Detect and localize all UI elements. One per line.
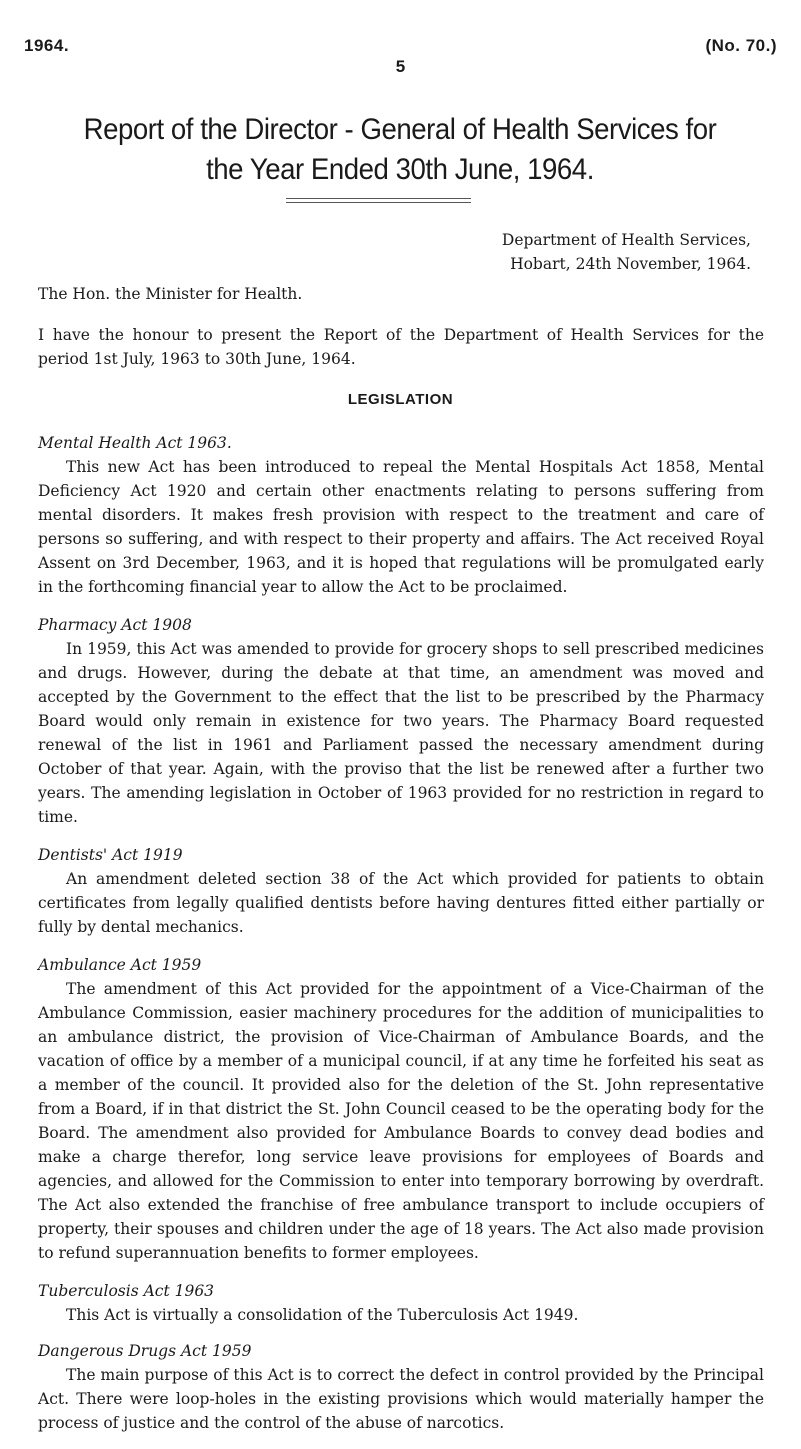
act-body: The amendment of this Act provided for the appointment of a Vice-Chairman of the Ambulance Commission, easier machinery procedures for the addition of municipalities to an ambulance district, the provision of Vice-Chairman of Ambulance Boards, and the vacation of office by a member of a municipal council, if at any time he forfeited his seat as a member of the council. It provided also for the deletion of the St. John representative from a Board, if in that district the St. John Council ceased to be the operating body for the Board. The amendment also provided for Ambulance Boards to convey dead bodies and make a charge therefor, long service leave provisions for employees of Boards and agencies, and allowed for the Commission to enter into temporary borrowing by overdraft. The Act also extended the franchise of free ambulance transport to include occupiers of property, their spouses and children under the age of 18 years. The Act also made provision to refund superannuation benefits to former employees. [38, 980, 764, 1262]
act-title: Dentists' Act 1919 [38, 846, 183, 864]
act-title: Dangerous Drugs Act 1959 [38, 1342, 252, 1360]
title-divider [286, 198, 471, 203]
sender-line1: Department of Health Services, [501, 231, 751, 249]
intro-text: I have the honour to present the Report of the Department of Health Services for the period 1st July, 1963 to 30th June, 1964. [38, 326, 764, 368]
section-tuberculosis-act [38, 1279, 764, 1327]
sender-address [502, 228, 751, 276]
addressee: The Hon. the Minister for Health. [38, 285, 303, 303]
report-title-line2: the Year Ended 30th June, 1964. [206, 153, 594, 186]
act-body: In 1959, this Act was amended to provide for grocery shops to sell prescribed medicines and drugs. However, during the debate at that time, an amendment was moved and accepted by the Government to the effect that the list to be prescribed by the Pharmacy Board would only remain in existence for two years. The Pharmacy Board requested renewal of the list in 1961 and Parliament passed the necessary amendment during October of that year. Again, with the proviso that the list be renewed after a further two years. The amending legislation in October of 1963 provided for no restriction in regard to time. [38, 640, 764, 826]
section-heading: LEGISLATION [347, 391, 454, 408]
legislation-sections [38, 431, 764, 1449]
section-dangerous-drugs-act [38, 1339, 764, 1435]
section-mental-health-act [38, 431, 764, 599]
act-body: This new Act has been introduced to repeal the Mental Hospitals Act 1858, Mental Deficiency Act 1920 and certain other enactments relating to persons suffering from mental disorders. It makes fresh provision with respect to the treatment and care of persons so suffering, and with respect to their property and affairs. The Act received Royal Assent on 3rd December, 1963, and it is hoped that regulations will be promulgated early in the forthcoming financial year to allow the Act to be proclaimed. [38, 458, 764, 596]
section-ambulance-act [38, 953, 764, 1265]
act-body: An amendment deleted section 38 of the Act which provided for patients to obtain certificates from legally qualified dentists before having dentures fitted either partially or fully by dental mechanics. [38, 870, 764, 936]
intro-paragraph [38, 323, 764, 371]
header-year: 1964. [24, 36, 70, 55]
act-title: Tuberculosis Act 1963 [38, 1282, 215, 1300]
act-body: This Act is virtually a consolidation of the Tuberculosis Act 1949. [66, 1306, 579, 1324]
report-title [50, 110, 749, 190]
header-number: (No. 70.) [705, 36, 777, 55]
act-body: The main purpose of this Act is to correct the defect in control provided by the Principal Act. There were loop-holes in the existing provisions which would materially hamper the process of justice and the control of the abuse of narcotics. [38, 1366, 764, 1432]
act-title: Mental Health Act 1963. [38, 434, 232, 452]
section-pharmacy-act [38, 613, 764, 829]
section-dentists-act [38, 843, 764, 939]
page-number: 5 [395, 57, 406, 76]
act-title: Pharmacy Act 1908 [38, 616, 192, 634]
act-title: Ambulance Act 1959 [38, 956, 202, 974]
report-title-line1: Report of the Director - General of Health Services for [83, 113, 717, 146]
sender-line2: Hobart, 24th November, 1964. [510, 255, 751, 273]
